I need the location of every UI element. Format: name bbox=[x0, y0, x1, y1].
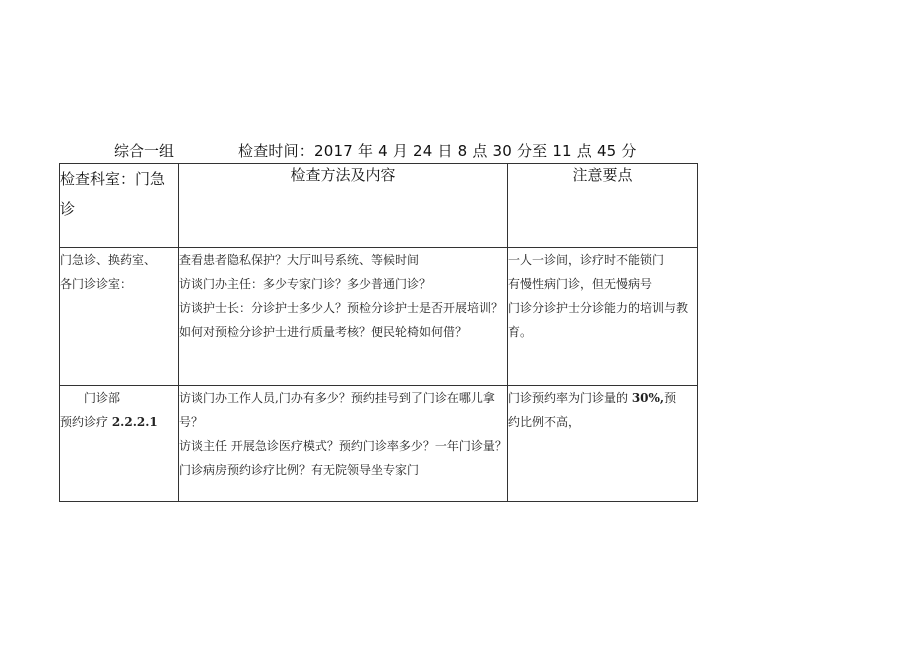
row1-dept: 门急诊、换药室、 各门诊诊室： bbox=[60, 248, 179, 386]
row2-dept: 门诊部 预约诊疗 2.2.2.1 bbox=[60, 386, 179, 502]
row1-method: 查看患者隐私保护？大厅叫号系统、等候时间 访谈门办主任：多少专家门诊？多少普通门诊？ 访谈护士长：分诊护士多少人？预检分诊护士是否开展培训？ 如何对预检分诊护士进行质量考核？便民轮椅如何借？ bbox=[179, 248, 508, 386]
table-row bbox=[60, 386, 698, 502]
row2-method: 访谈门办工作人员,门办有多少？预约挂号到了门诊在哪儿拿 号？ 访谈主任 开展急诊医疗模式？预约门诊率多少？一年门诊量？ 门诊病房预约诊疗比例？有无院领导坐专家门 bbox=[179, 386, 508, 502]
table-header-row bbox=[60, 164, 698, 248]
header-notes: 注意要点 bbox=[508, 164, 698, 248]
group-title: 综合一组 bbox=[114, 142, 175, 160]
row2-notes: 门诊预约率为门诊量的 30%,预 约比例不高， bbox=[508, 386, 698, 502]
inspection-table bbox=[59, 163, 698, 502]
appointment-rate: 30%, bbox=[631, 391, 665, 405]
inspection-time: 检查时间：2017 年 4 月 24 日 8 点 30 分至 11 点 45 分 bbox=[238, 142, 637, 160]
table-row bbox=[60, 248, 698, 386]
row1-notes: 一人一诊间，诊疗时不能锁门 有慢性病门诊，但无慢病号 门诊分诊护士分诊能力的培训与教 育。 bbox=[508, 248, 698, 386]
header-method: 检查方法及内容 bbox=[179, 164, 508, 248]
header-dept: 检查科室：门急 诊 bbox=[60, 164, 179, 248]
clause-code: 2.2.2.1 bbox=[111, 415, 158, 429]
